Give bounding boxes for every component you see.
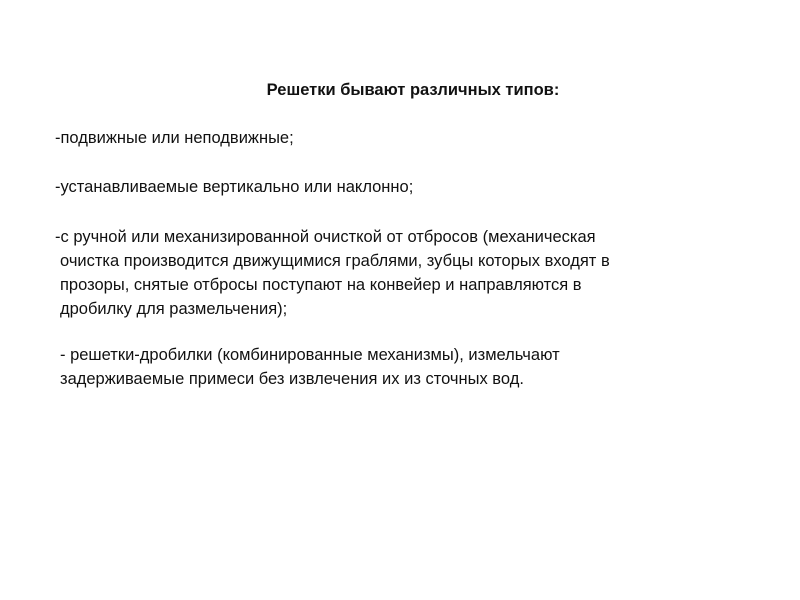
slide-title: Решетки бывают различных типов: [266,81,560,99]
paragraph-line: - решетки-дробилки (комбинированные механизмы), измельчают [60,346,560,364]
paragraph-line: задерживаемые примеси без извлечения их из сточных вод. [60,370,524,388]
list-item-movable: -подвижные или неподвижные; [55,129,294,147]
paragraph-line: прозоры, снятые отбросы поступают на конвейер и направляются в [60,276,582,294]
paragraph-line: -с ручной или механизированной очисткой от отбросов (механическая [55,228,596,246]
list-item-cleaning [55,225,610,321]
list-item-crushers [60,343,560,391]
paragraph-line: дробилку для размельчения); [60,300,288,318]
list-item-orientation: -устанавливаемые вертикально или наклонно; [55,178,414,196]
paragraph-line: очистка производится движущимися граблями, зубцы которых входят в [60,252,610,270]
